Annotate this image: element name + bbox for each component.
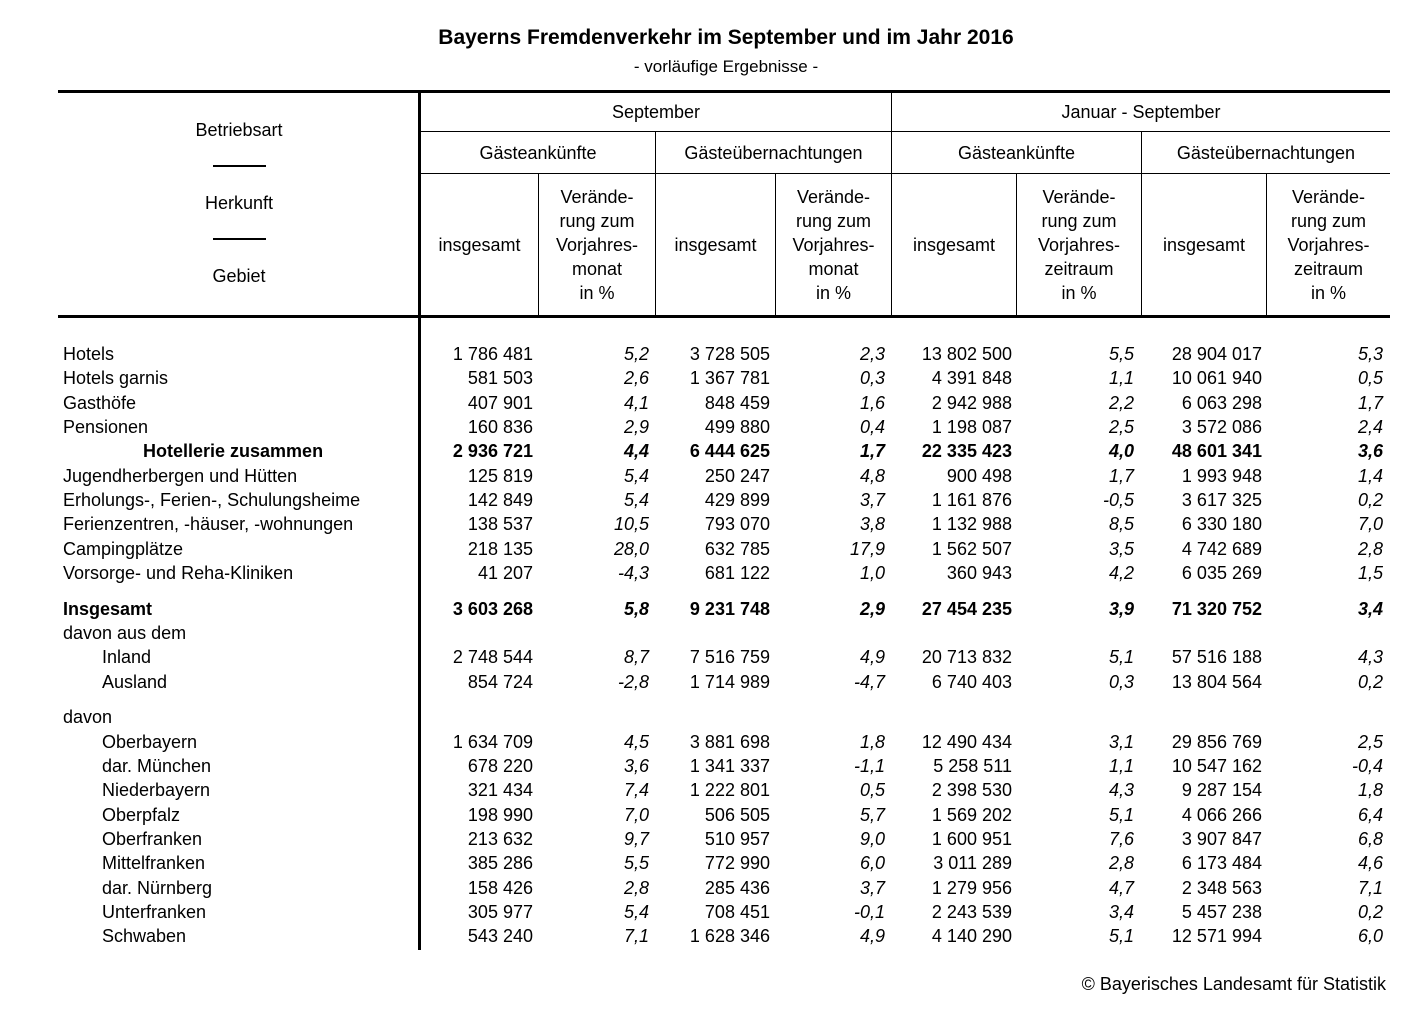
header-change-3: Verände- rung zum Vorjahres- zeitraum in % (1037, 186, 1121, 303)
count-cell: 385 286 (467, 853, 533, 873)
count-cell: 6 740 403 (931, 672, 1012, 692)
count-cell: 41 207 (477, 563, 533, 583)
table-row (0, 537, 1426, 561)
change-percent-cell: 0,2 (1357, 490, 1383, 510)
count-cell: 9 287 154 (1181, 780, 1262, 800)
count-cell: 708 451 (704, 902, 770, 922)
header-change-4: Verände- rung zum Vorjahres- zeitraum in % (1287, 186, 1370, 303)
change-percent-cell: 5,3 (1357, 344, 1383, 364)
change-percent-cell: 3,7 (859, 878, 885, 898)
count-cell: 681 122 (704, 563, 770, 583)
change-percent-cell: 1,7 (1357, 393, 1383, 413)
count-cell: 10 547 162 (1171, 756, 1262, 776)
change-percent-cell: 7,4 (623, 780, 649, 800)
change-percent-cell: 2,9 (623, 417, 649, 437)
change-percent-cell: 5,2 (623, 344, 649, 364)
count-cell: 4 391 848 (931, 368, 1012, 388)
count-cell: 28 904 017 (1171, 344, 1262, 364)
change-percent-cell: 7,1 (623, 926, 649, 946)
change-percent-cell: 1,7 (1108, 466, 1134, 486)
row-label: Unterfranken (102, 902, 207, 922)
row-label: Erholungs-, Ferien-, Schulungsheime (63, 490, 361, 510)
change-percent-cell: 5,7 (859, 805, 885, 825)
row-label: Insgesamt (63, 599, 153, 619)
change-percent-cell: -4,3 (617, 563, 649, 583)
count-cell: 900 498 (946, 466, 1012, 486)
change-percent-cell: 3,9 (1108, 599, 1134, 619)
count-cell: 678 220 (467, 756, 533, 776)
change-percent-cell: 5,1 (1108, 647, 1134, 667)
count-cell: 12 571 994 (1171, 926, 1262, 946)
count-cell: 2 398 530 (931, 780, 1012, 800)
change-percent-cell: 6,0 (1357, 926, 1383, 946)
count-cell: 581 503 (467, 368, 533, 388)
count-cell: 407 901 (467, 393, 533, 413)
stub-dash-2 (213, 238, 266, 240)
row-label: Hotels garnis (63, 368, 169, 388)
change-percent-cell: 0,5 (1357, 368, 1383, 388)
count-cell: 218 135 (467, 539, 533, 559)
count-cell: 3 881 698 (689, 732, 770, 752)
count-cell: 2 243 539 (931, 902, 1012, 922)
count-cell: 1 786 481 (452, 344, 533, 364)
change-percent-cell: 4,9 (859, 647, 885, 667)
row-label: Hotels (63, 344, 115, 364)
row-label: Oberbayern (102, 732, 198, 752)
table-row (0, 645, 1426, 669)
table-row (0, 876, 1426, 900)
count-cell: 1 569 202 (931, 805, 1012, 825)
table-row (0, 900, 1426, 924)
count-cell: 2 748 544 (452, 647, 533, 667)
count-cell: 360 943 (946, 563, 1012, 583)
count-cell: 1 132 988 (931, 514, 1012, 534)
count-cell: 125 819 (467, 466, 533, 486)
change-percent-cell: 3,5 (1108, 539, 1134, 559)
table-row (0, 488, 1426, 512)
table-row (0, 730, 1426, 754)
change-percent-cell: -0,1 (853, 902, 885, 922)
change-percent-cell: 2,8 (1357, 539, 1383, 559)
count-cell: 20 713 832 (921, 647, 1012, 667)
count-cell: 250 247 (704, 466, 770, 486)
row-label: Niederbayern (102, 780, 211, 800)
change-percent-cell: 1,8 (1357, 780, 1383, 800)
change-percent-cell: 1,1 (1108, 368, 1134, 388)
change-percent-cell: 5,4 (623, 902, 649, 922)
count-cell: 3 011 289 (933, 853, 1012, 873)
count-cell: 22 335 423 (921, 441, 1012, 461)
change-percent-cell: 10,5 (613, 514, 649, 534)
count-cell: 499 880 (704, 417, 770, 437)
table-row (0, 778, 1426, 802)
change-percent-cell: 4,3 (1357, 647, 1383, 667)
count-cell: 305 977 (467, 902, 533, 922)
change-percent-cell: 3,6 (623, 756, 649, 776)
count-cell: 506 505 (704, 805, 770, 825)
copyright-footer: © Bayerisches Landesamt für Statistik (1081, 974, 1386, 994)
count-cell: 1 714 989 (689, 672, 770, 692)
change-percent-cell: 5,4 (623, 490, 649, 510)
count-cell: 1 198 087 (931, 417, 1012, 437)
count-cell: 285 436 (704, 878, 770, 898)
table-row (0, 705, 1426, 729)
count-cell: 632 785 (704, 539, 770, 559)
change-percent-cell: 6,4 (1357, 805, 1383, 825)
table-row (0, 827, 1426, 851)
change-percent-cell: 0,2 (1357, 902, 1383, 922)
table-row (0, 851, 1426, 875)
change-percent-cell: 2,2 (1108, 393, 1134, 413)
count-cell: 6 444 625 (689, 441, 770, 461)
row-label: davon (63, 707, 113, 727)
header-januar-september: Januar - September (1061, 101, 1221, 122)
change-percent-cell: 3,1 (1108, 732, 1134, 752)
count-cell: 5 258 511 (933, 756, 1012, 776)
row-label: Schwaben (102, 926, 187, 946)
change-percent-cell: -1,1 (853, 756, 885, 776)
change-percent-cell: 2,5 (1108, 417, 1134, 437)
header-insgesamt-3: insgesamt (912, 234, 996, 255)
count-cell: 2 936 721 (452, 441, 533, 461)
change-percent-cell: 4,9 (859, 926, 885, 946)
change-percent-cell: 8,5 (1108, 514, 1134, 534)
change-percent-cell: 8,7 (623, 647, 649, 667)
header-september: September (611, 101, 701, 122)
header-change-1: Verände- rung zum Vorjahres- monat in % (555, 186, 639, 303)
table-row (0, 512, 1426, 536)
change-percent-cell: 2,6 (623, 368, 649, 388)
change-percent-cell: 3,4 (1108, 902, 1134, 922)
count-cell: 7 516 759 (689, 647, 770, 667)
change-percent-cell: 5,1 (1108, 926, 1134, 946)
change-percent-cell: 2,8 (623, 878, 649, 898)
change-percent-cell: 1,5 (1357, 563, 1383, 583)
count-cell: 1 628 346 (689, 926, 770, 946)
count-cell: 3 603 268 (452, 599, 533, 619)
count-cell: 1 161 876 (931, 490, 1012, 510)
change-percent-cell: 1,4 (1357, 466, 1383, 486)
count-cell: 13 804 564 (1171, 672, 1262, 692)
count-cell: 10 061 940 (1171, 368, 1262, 388)
stub-betriebsart: Betriebsart (195, 120, 283, 140)
page-subtitle: - vorläufige Ergebnisse - (633, 57, 819, 76)
change-percent-cell: 1,0 (859, 563, 885, 583)
change-percent-cell: 0,3 (859, 368, 885, 388)
change-percent-cell: 9,7 (623, 829, 649, 849)
change-percent-cell: 1,1 (1108, 756, 1134, 776)
change-percent-cell: 4,7 (1108, 878, 1134, 898)
count-cell: 48 601 341 (1171, 441, 1262, 461)
change-percent-cell: 0,3 (1108, 672, 1134, 692)
change-percent-cell: 2,4 (1357, 417, 1383, 437)
change-percent-cell: 5,1 (1108, 805, 1134, 825)
row-label: Campingplätze (63, 539, 184, 559)
change-percent-cell: -0,4 (1351, 756, 1383, 776)
row-label: Hotellerie zusammen (143, 441, 324, 461)
change-percent-cell: 3,7 (859, 490, 885, 510)
change-percent-cell: 7,6 (1108, 829, 1134, 849)
change-percent-cell: 0,2 (1357, 672, 1383, 692)
stub-herkunft: Herkunft (204, 193, 274, 213)
row-label: Oberpfalz (102, 805, 181, 825)
table-row (0, 561, 1426, 585)
change-percent-cell: 17,9 (849, 539, 885, 559)
count-cell: 142 849 (467, 490, 533, 510)
change-percent-cell: 4,6 (1357, 853, 1383, 873)
count-cell: 71 320 752 (1171, 599, 1262, 619)
stub-dash-1 (213, 165, 266, 167)
count-cell: 6 063 298 (1181, 393, 1262, 413)
count-cell: 772 990 (704, 853, 770, 873)
change-percent-cell: 0,5 (859, 780, 885, 800)
row-label: Ferienzentren, -häuser, -wohnungen (63, 514, 354, 534)
change-percent-cell: 3,6 (1357, 441, 1383, 461)
change-percent-cell: 4,4 (623, 441, 649, 461)
count-cell: 29 856 769 (1171, 732, 1262, 752)
count-cell: 1 367 781 (689, 368, 770, 388)
change-percent-cell: 1,6 (859, 393, 885, 413)
change-percent-cell: 7,0 (1357, 514, 1383, 534)
row-label: Gasthöfe (63, 393, 137, 413)
change-percent-cell: 4,1 (623, 393, 649, 413)
header-sep-uebernachtungen: Gästeübernachtungen (684, 142, 863, 163)
change-percent-cell: 28,0 (613, 539, 649, 559)
count-cell: 57 516 188 (1171, 647, 1262, 667)
count-cell: 27 454 235 (921, 599, 1012, 619)
count-cell: 543 240 (467, 926, 533, 946)
row-label: Ausland (102, 672, 168, 692)
header-insgesamt-2: insgesamt (674, 234, 757, 255)
change-percent-cell: 7,0 (623, 805, 649, 825)
count-cell: 1 634 709 (452, 732, 533, 752)
table-row (0, 924, 1426, 948)
stub-gebiet: Gebiet (212, 266, 266, 286)
row-label: Oberfranken (102, 829, 203, 849)
count-cell: 1 562 507 (931, 539, 1012, 559)
count-cell: 3 572 086 (1181, 417, 1262, 437)
change-percent-cell: -2,8 (617, 672, 649, 692)
count-cell: 9 231 748 (689, 599, 770, 619)
table-row (0, 597, 1426, 621)
count-cell: 793 070 (704, 514, 770, 534)
count-cell: 2 942 988 (931, 393, 1012, 413)
table-row (0, 464, 1426, 488)
change-percent-cell: 2,5 (1357, 732, 1383, 752)
count-cell: 1 222 801 (689, 780, 770, 800)
change-percent-cell: 0,4 (859, 417, 885, 437)
count-cell: 1 341 337 (689, 756, 770, 776)
row-label: Vorsorge- und Reha-Kliniken (63, 563, 294, 583)
change-percent-cell: 4,8 (859, 466, 885, 486)
change-percent-cell: 4,3 (1108, 780, 1134, 800)
count-cell: 213 632 (467, 829, 533, 849)
count-cell: 848 459 (704, 393, 770, 413)
count-cell: 6 330 180 (1181, 514, 1262, 534)
row-label: Mittelfranken (102, 853, 206, 873)
change-percent-cell: 1,7 (859, 441, 885, 461)
change-percent-cell: -0,5 (1102, 490, 1134, 510)
change-percent-cell: 9,0 (859, 829, 885, 849)
count-cell: 4 066 266 (1181, 805, 1262, 825)
table-row (0, 621, 1426, 645)
change-percent-cell: 1,8 (859, 732, 885, 752)
count-cell: 321 434 (467, 780, 533, 800)
header-insgesamt-4: insgesamt (1162, 234, 1246, 255)
table-row (0, 391, 1426, 415)
table-row (0, 670, 1426, 694)
count-cell: 510 957 (704, 829, 770, 849)
row-label: dar. Nürnberg (102, 878, 213, 898)
row-label: Pensionen (63, 417, 149, 437)
change-percent-cell: -4,7 (853, 672, 885, 692)
table-row (0, 803, 1426, 827)
count-cell: 3 907 847 (1181, 829, 1262, 849)
row-label: dar. München (102, 756, 212, 776)
row-label: davon aus dem (63, 623, 187, 643)
change-percent-cell: 6,0 (859, 853, 885, 873)
change-percent-cell: 3,4 (1357, 599, 1383, 619)
count-cell: 6 173 484 (1181, 853, 1262, 873)
row-label: Jugendherbergen und Hütten (63, 466, 298, 486)
change-percent-cell: 4,5 (623, 732, 649, 752)
count-cell: 6 035 269 (1181, 563, 1262, 583)
count-cell: 160 836 (467, 417, 533, 437)
change-percent-cell: 2,9 (859, 599, 885, 619)
change-percent-cell: 6,8 (1357, 829, 1383, 849)
page-title: Bayerns Fremdenverkehr im September und im Jahr 2016 (438, 26, 1014, 49)
count-cell: 4 140 290 (931, 926, 1012, 946)
count-cell: 3 728 505 (689, 344, 770, 364)
change-percent-cell: 7,1 (1357, 878, 1383, 898)
change-percent-cell: 2,8 (1108, 853, 1134, 873)
count-cell: 1 993 948 (1181, 466, 1262, 486)
count-cell: 13 802 500 (921, 344, 1012, 364)
header-jan-ankuenfte: Gästeankünfte (957, 142, 1076, 163)
table-row (0, 439, 1426, 463)
count-cell: 138 537 (467, 514, 533, 534)
count-cell: 1 600 951 (931, 829, 1012, 849)
count-cell: 2 348 563 (1181, 878, 1262, 898)
change-percent-cell: 4,2 (1108, 563, 1134, 583)
count-cell: 3 617 325 (1181, 490, 1262, 510)
count-cell: 5 457 238 (1181, 902, 1262, 922)
header-change-2: Verände- rung zum Vorjahres- monat in % (792, 186, 875, 303)
header-bottom-rule (58, 315, 1390, 318)
change-percent-cell: 5,5 (623, 853, 649, 873)
change-percent-cell: 5,4 (623, 466, 649, 486)
change-percent-cell: 5,8 (623, 599, 649, 619)
change-percent-cell: 2,3 (859, 344, 885, 364)
count-cell: 1 279 956 (931, 878, 1012, 898)
row-label: Inland (102, 647, 152, 667)
count-cell: 429 899 (704, 490, 770, 510)
header-insgesamt-1: insgesamt (438, 234, 521, 255)
change-percent-cell: 3,8 (859, 514, 885, 534)
table-row (0, 342, 1426, 366)
count-cell: 4 742 689 (1181, 539, 1262, 559)
table-row (0, 415, 1426, 439)
change-percent-cell: 4,0 (1108, 441, 1134, 461)
count-cell: 854 724 (467, 672, 533, 692)
header-jan-uebernachtungen: Gästeübernachtungen (1176, 142, 1356, 163)
count-cell: 198 990 (467, 805, 533, 825)
header-sep-ankuenfte: Gästeankünfte (479, 142, 597, 163)
count-cell: 12 490 434 (921, 732, 1012, 752)
count-cell: 158 426 (467, 878, 533, 898)
change-percent-cell: 5,5 (1108, 344, 1134, 364)
table-row (0, 754, 1426, 778)
table-row (0, 366, 1426, 390)
